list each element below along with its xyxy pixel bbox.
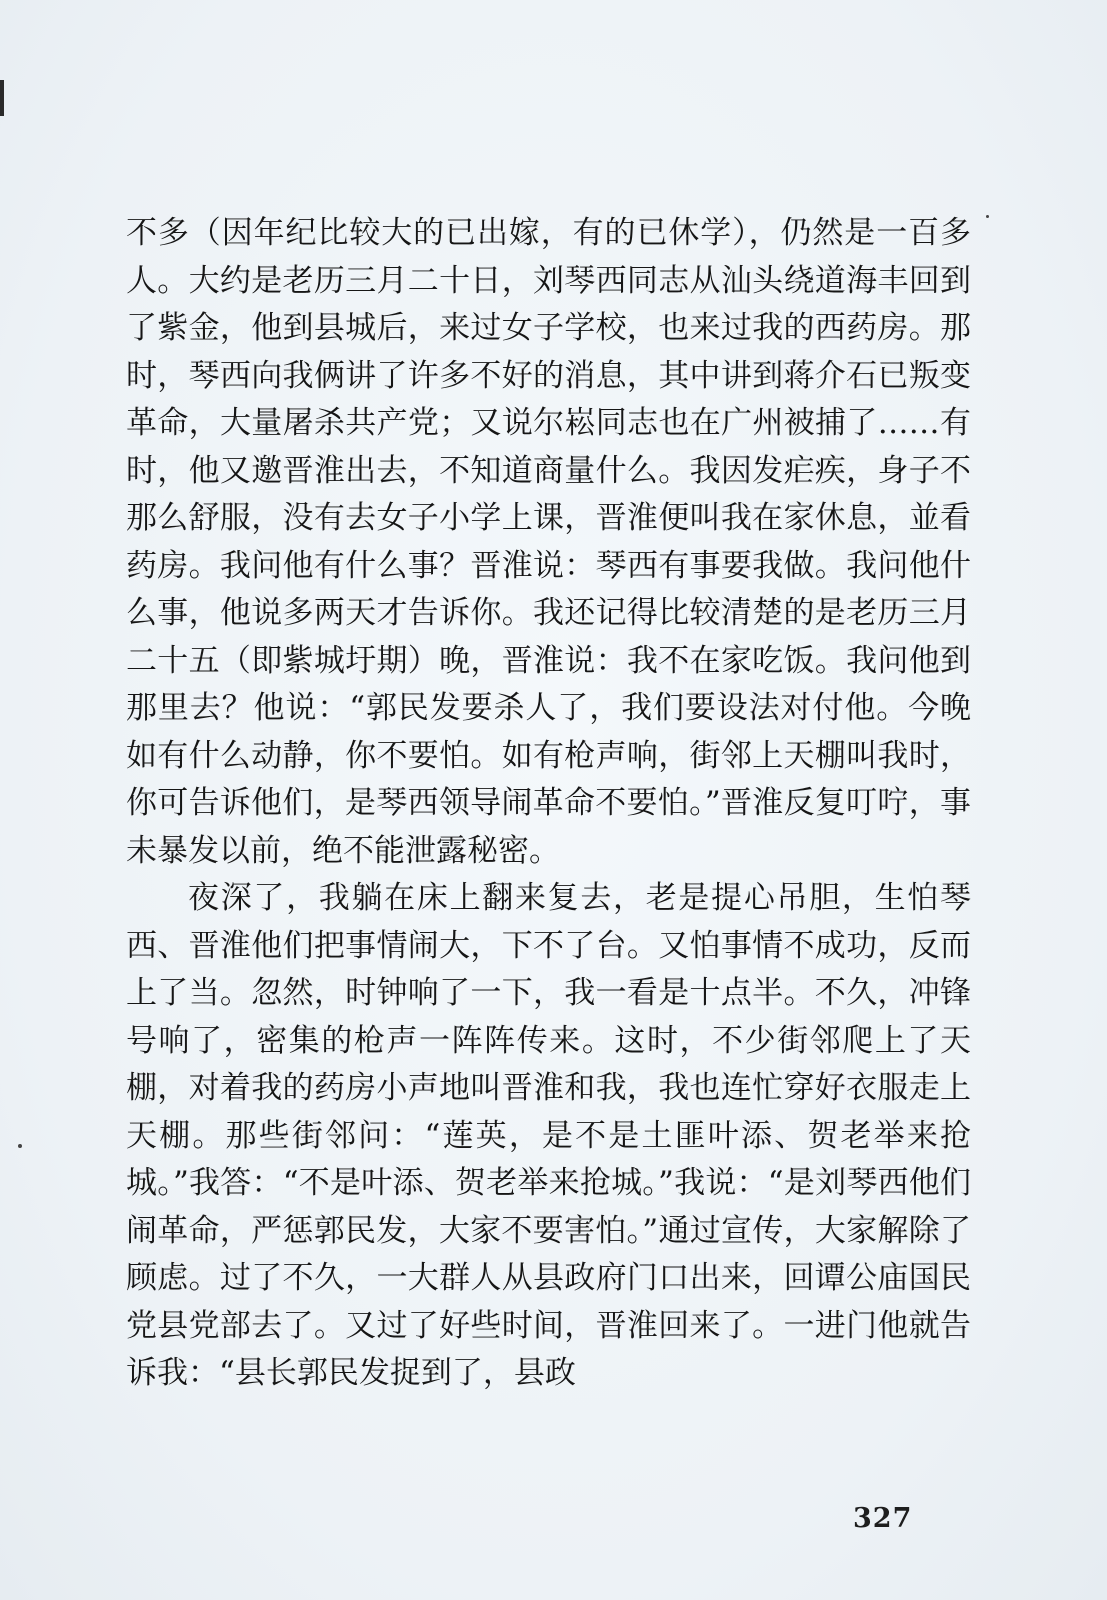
paragraph-2: 夜深了，我躺在床上翻来复去，老是提心吊胆，生怕琴西、晋淮他们把事情闹大，下不了台。又怕事情不成功，反而上了当。忽然，时钟响了一下，我一看是十点半。不久，冲锋号响了，密集的枪声一阵阵传来。这时，不少街邻爬上了天棚，对着我的药房小声地叫晋淮和我，我也连忙穿好衣服走上天棚。那些街邻问：“莲英，是不是土匪叶添、贺老举来抢城。”我答：“不是叶添、贺老举来抢城。”我说：“是刘琴西他们闹革命，严惩郭民发，大家不要害怕。”通过宣传，大家解除了顾虑。过了不久，一大群人从县政府门口出来，回谭公庙国民党县党部去了。又过了好些时间，晋淮回来了。一进门他就告诉我：“县长郭民发捉到了，县政 <box>126 880 971 1391</box>
paragraph-1: 不多（因年纪比较大的已出嫁，有的已休学），仍然是一百多人。大约是老历三月二十日，刘琴西同志从汕头绕道海丰回到了紫金，他到县城后，来过女子学校，也来过我的西药房。那时，琴西向我俩讲了许多不好的消息，其中讲到蒋介石已叛变革命，大量屠杀共产党；又说尔崧同志也在广州被捕了……有时，他又邀晋淮出去，不知道商量什么。我因发疟疾，身子不那么舒服，没有去女子小学上课，晋淮便叫我在家休息，並看药房。我问他有什么事？晋淮说：琴西有事要我做。我问他什么事，他说多两天才告诉你。我还记得比较清楚的是老历三月二十五（即紫城圩期）晚，晋淮说：我不在家吃饭。我问他到那里去？他说：“郭民发要杀人了，我们要设法对付他。今晚如有什么动静，你不要怕。如有枪声响，街邻上天棚叫我时，你可告诉他们，是琴西领导闹革命不要怕。”晋淮反复叮咛，事未暴发以前，绝不能泄露秘密。 <box>126 215 971 869</box>
body-text <box>126 210 971 1398</box>
print-speck <box>18 1144 22 1148</box>
page-number: 327 <box>853 1503 913 1534</box>
binding-margin-mark <box>0 80 4 116</box>
print-speck <box>986 215 989 218</box>
